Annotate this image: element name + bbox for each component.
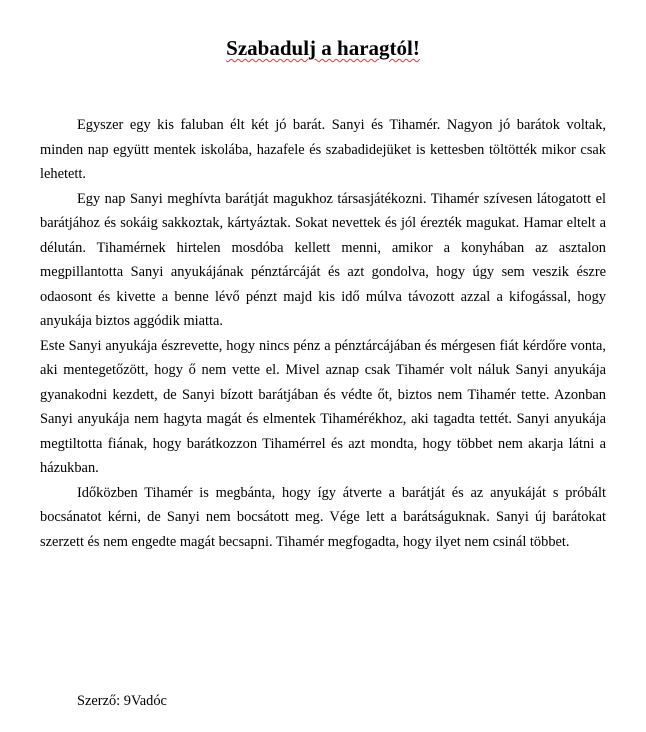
paragraph-3: Este Sanyi anyukája észrevette, hogy nincs pénz a pénztárcájában és mérgesen fiát kérdőre vonta, aki mentegetőzött, hogy ő nem vette el. Mivel aznap csak Tihamér volt náluk Sanyi anyukája gyanakodni kezdett, de Sanyi bízott barátjában és védte őt, biztos nem Tihamér tette. Azonban Sanyi anyukája nem hagyta magát és elmentek Tihamérékhoz, aki tagadta tettét. Sanyi anyukája megtiltotta fiának, hogy barátkozzon Tihamérrel és azt mondta, hogy többet nem akarja látni a házukban. [40, 337, 606, 476]
paragraph-4: Időközben Tihamér is megbánta, hogy így átverte a barátját és az anyukáját s próbált bocsánatot kérni, de Sanyi nem bocsátott meg. Vége lett a barátságuknak. Sanyi új barátokat szerzett és nem engedte magát becsapni. Tihamér megfogadta, hogy ilyet nem csinál többet. [40, 484, 606, 550]
author-line: Szerző: 9Vadóc [77, 693, 167, 709]
document-title [0, 34, 646, 62]
document-body [40, 113, 606, 554]
paragraph-1: Egyszer egy kis faluban élt két jó barát. Sanyi és Tihamér. Nagyon jó barátok voltak, minden nap együtt mentek iskolába, hazafele és szabadidejüket is kettesben töltötték mikor csak lehetett. [40, 117, 606, 182]
document-title-text: Szabadulj a haragtól! [226, 36, 420, 60]
paragraph-2: Egy nap Sanyi meghívta barátját magukhoz társasjátékozni. Tihamér szívesen látogatott el barátjához és sokáig sakkoztak, kártyáztak. Sokat nevettek és jól érezték magukat. Hamar eltelt a délután. Tihamérnek hirtelen mosdóba kellett menni, amikor a konyhában az asztalon megpillantotta Sanyi anyukájának pénztárcáját és azt gondolva, hogy úgy sem veszik észre odaosont és kivette a benne lévő pénzt majd kis idő múlva távozott azzal a kifogással, hogy anyukája biztos aggódik miatta. [40, 190, 606, 329]
